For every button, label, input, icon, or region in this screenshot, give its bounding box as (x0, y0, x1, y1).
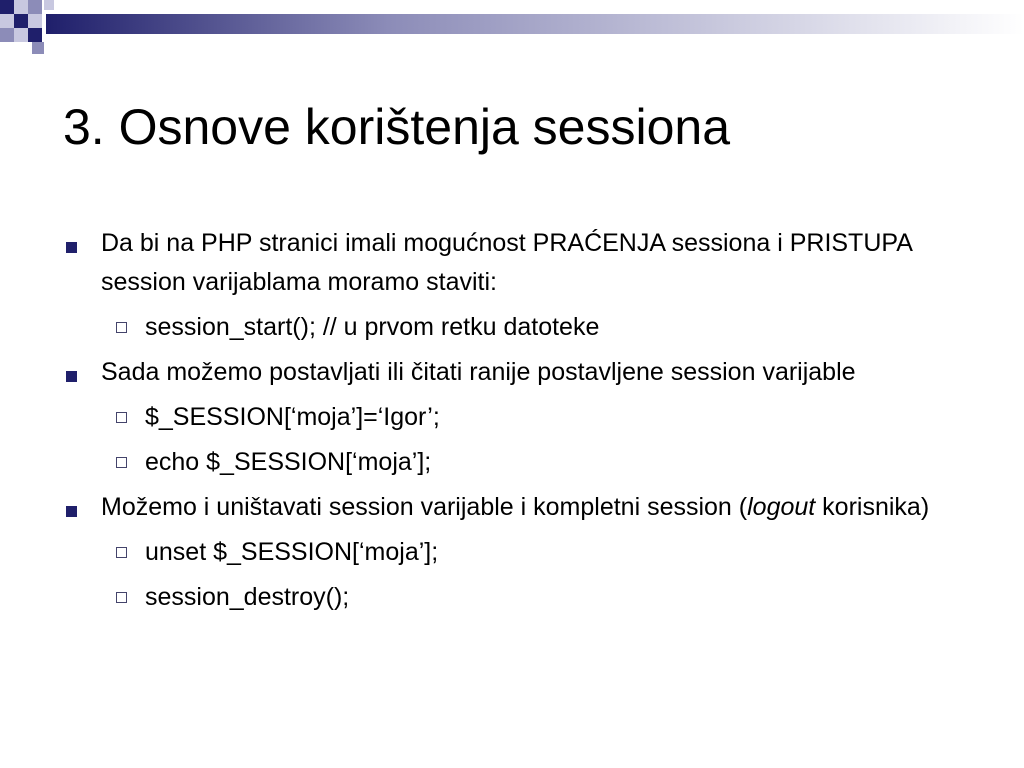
filled-square-bullet-icon (66, 506, 77, 517)
bullet-item (0, 224, 971, 302)
header-gradient-band (46, 14, 1024, 34)
hollow-square-bullet-icon (116, 457, 127, 468)
bullet-text-italic: logout (747, 493, 816, 521)
bullet-item (0, 488, 971, 527)
filled-square-bullet-icon (66, 242, 77, 253)
sub-bullet-text: $_SESSION[‘moja’]=‘Igor’; (145, 403, 440, 431)
sub-bullet-text: unset $_SESSION[‘moja’]; (145, 538, 439, 566)
sub-bullet-text: session_start(); // u prvom retku datoteke (145, 313, 600, 341)
sub-bullet-text: echo $_SESSION[‘moja’]; (145, 448, 432, 476)
bullet-item (0, 353, 971, 392)
bullet-text: Da bi na PHP stranici imali mogućnost PRAĆENJA sessiona i PRISTUPA session varijablama moramo staviti: (101, 229, 912, 296)
decor-square (0, 0, 14, 14)
decor-square (14, 28, 28, 42)
decor-square (14, 0, 28, 14)
hollow-square-bullet-icon (116, 322, 127, 333)
decor-square (0, 28, 14, 42)
decor-square (28, 28, 42, 42)
header-decoration (0, 0, 1024, 70)
decor-square (28, 0, 42, 14)
bullet-text: Sada možemo postavljati ili čitati ranije postavljene session varijable (101, 358, 856, 386)
slide-body (0, 224, 1024, 623)
hollow-square-bullet-icon (116, 592, 127, 603)
decor-square (0, 14, 14, 28)
hollow-square-bullet-icon (116, 412, 127, 423)
decor-square (14, 14, 28, 28)
slide-title: 3. Osnove korištenja sessiona (63, 99, 731, 155)
sub-bullet-item (0, 443, 965, 482)
decor-square (44, 0, 54, 10)
decor-square (32, 42, 44, 54)
sub-bullet-item (0, 578, 965, 617)
sub-bullet-text: session_destroy(); (145, 583, 350, 611)
sub-bullet-item (0, 398, 965, 437)
bullet-text-start: Možemo i uništavati session varijable i kompletni session ( (101, 493, 748, 521)
hollow-square-bullet-icon (116, 547, 127, 558)
filled-square-bullet-icon (66, 371, 77, 382)
decor-square (28, 14, 42, 28)
sub-bullet-item (0, 533, 965, 572)
bullet-text-end: korisnika) (815, 493, 930, 521)
sub-bullet-item (0, 308, 965, 347)
